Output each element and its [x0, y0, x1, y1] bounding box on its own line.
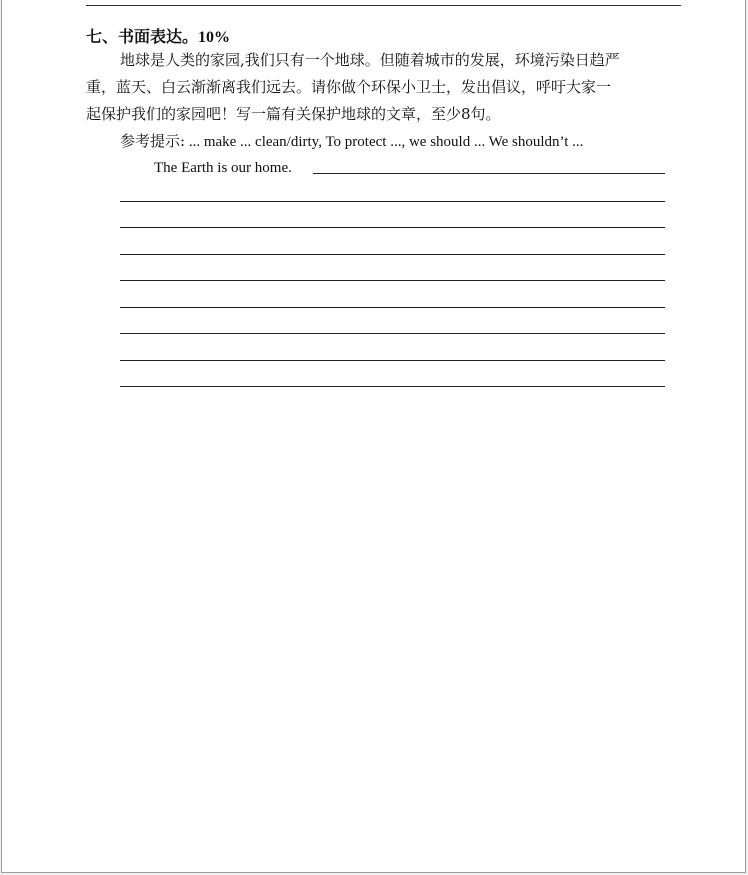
answer-line-8[interactable]: [120, 360, 665, 361]
answer-line-7[interactable]: [120, 333, 665, 334]
section-score: 10%: [198, 29, 231, 46]
starter-sentence: The Earth is our home.: [154, 160, 292, 176]
answer-line-9[interactable]: [120, 386, 665, 387]
prompt-line-1: 地球是人类的家园,我们只有一个地球。但随着城市的发展，环境污染日趋严: [120, 51, 620, 69]
prompt-line-3: 起保护我们的家园吧！写一篇有关保护地球的文章，至少8句。: [86, 105, 501, 123]
top-divider: [86, 5, 681, 6]
answer-line-1[interactable]: [313, 173, 665, 174]
answer-line-3[interactable]: [120, 227, 665, 228]
answer-line-2[interactable]: [120, 201, 665, 202]
answer-line-4[interactable]: [120, 254, 665, 255]
hint-label: 参考提示:: [120, 132, 186, 150]
section-heading: [86, 24, 230, 47]
answer-line-5[interactable]: [120, 280, 665, 281]
answer-line-6[interactable]: [120, 307, 665, 308]
reference-hint: [120, 131, 583, 152]
section-number-label: 七、书面表达。: [86, 27, 199, 46]
exam-page: [1, 0, 746, 873]
hint-text: ... make ... clean/dirty, To protect ..., we should ... We shouldn’t ...: [185, 134, 584, 150]
prompt-line-2: 重，蓝天、白云渐渐离我们远去。请你做个环保小卫士，发出倡议，呼吁大家一: [86, 78, 612, 96]
